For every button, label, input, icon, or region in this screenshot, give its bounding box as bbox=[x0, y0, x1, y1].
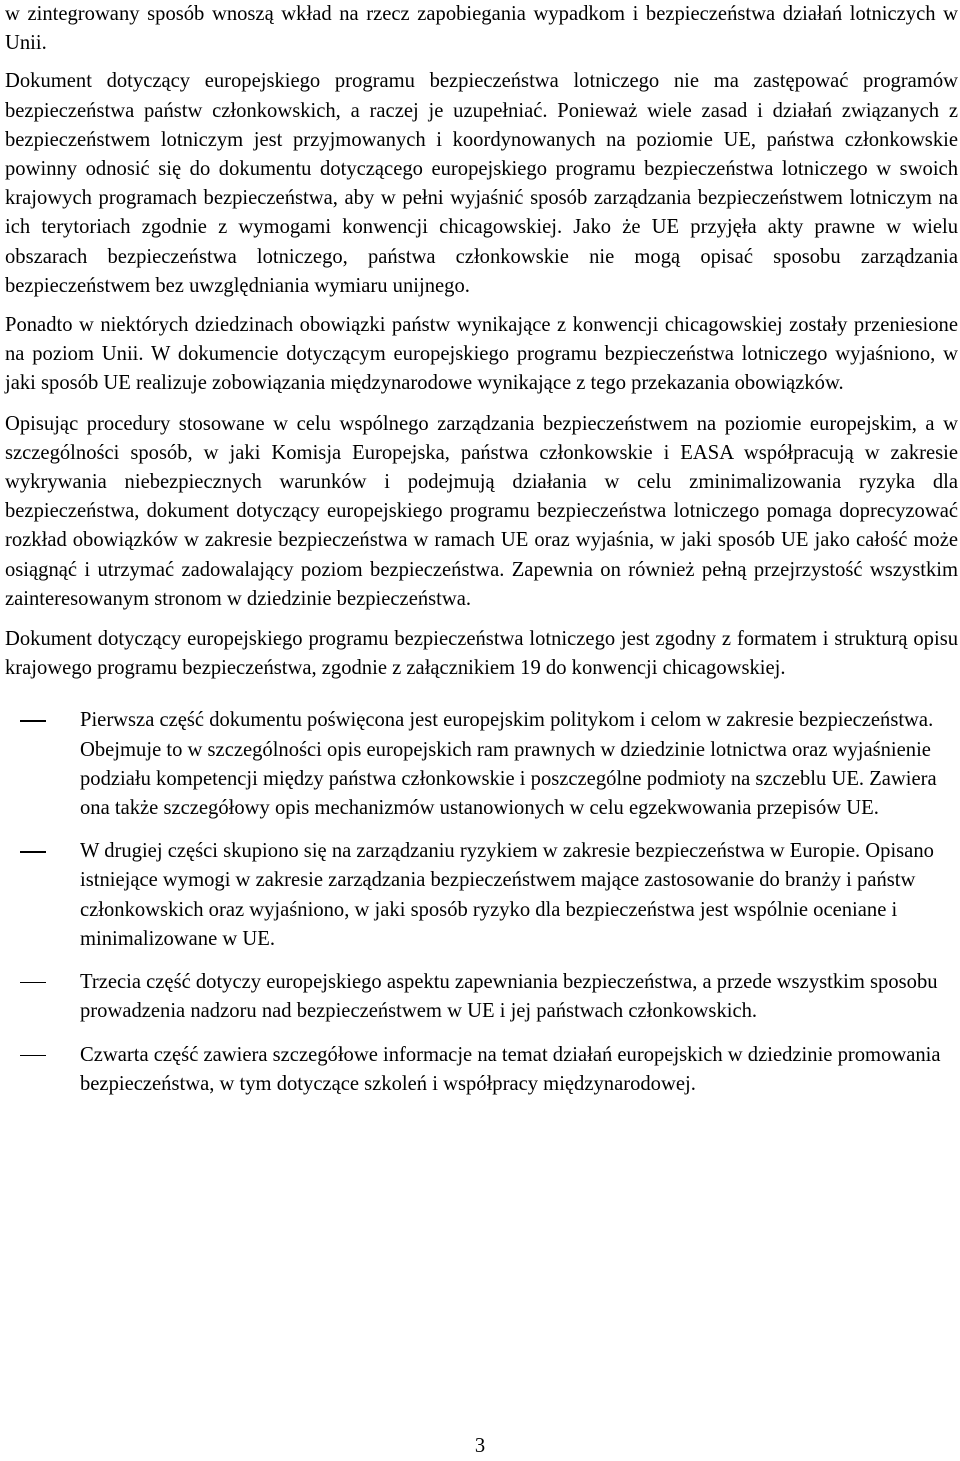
list-item bbox=[5, 1041, 958, 1099]
list-item bbox=[5, 706, 958, 823]
dash-bullet-icon bbox=[20, 720, 46, 721]
list-item-text: W drugiej części skupiono się na zarządzaniu ryzykiem w zakresie bezpieczeństwa w Europie. Opisano istniejące wymogi w zakresie zarządzania bezpieczeństwem mające zastosowanie do branży i państw członkowskich oraz wyjaśniono, w jaki sposób ryzyko dla bezpieczeństwa jest wspólnie oceniane i minimalizowane w UE. bbox=[80, 840, 934, 950]
paragraph: Ponadto w niektórych dziedzinach obowiązki państw wynikające z konwencji chicagowskiej zostały przeniesione na poziom Unii. W dokumencie dotyczącym europejskiego programu bezpieczeństwa lotniczego wyjaśniono, w jaki sposób UE realizuje zobowiązania międzynarodowe wynikające z tego przekazania obowiązków. bbox=[5, 314, 958, 395]
document-page bbox=[5, 0, 958, 1113]
dash-bullet-icon bbox=[20, 851, 46, 852]
bullet-list bbox=[5, 706, 958, 1098]
list-item-text: Pierwsza część dokumentu poświęcona jest europejskim politykom i celom w zakresie bezpieczeństwa. Obejmuje to w szczególności opis europejskich ram prawnych w dziedzinie lotnictwa oraz wyjaśnienie podziału kompetencji między państwa członkowskie i poszczególne podmioty na szczeblu UE. Zawiera ona także szczegółowy opis mechanizmów ustanowionych w celu egzekwowania przepisów UE. bbox=[80, 709, 937, 820]
list-item-text: Czwarta część zawiera szczegółowe informacje na temat działań europejskich w dziedzinie promowania bezpieczeństwa, w tym dotyczące szkoleń i współpracy międzynarodowej. bbox=[80, 1043, 941, 1095]
list-item-text: Trzecia część dotyczy europejskiego aspektu zapewniania bezpieczeństwa, a przede wszystkim sposobu prowadzenia nadzoru nad bezpieczeństwem w UE i jej państwach członkowskich. bbox=[80, 971, 938, 1023]
list-item bbox=[5, 968, 958, 1026]
paragraph: Opisując procedury stosowane w celu wspólnego zarządzania bezpieczeństwem na poziomie europejskim, a w szczególności sposób, w jaki Komisja Europejska, państwa członkowskie i EASA współpracują w zakresie wykrywania niebezpiecznych warunków i podejmują działania w celu zminimalizowania ryzyka dla bezpieczeństwa, dokument dotyczący europejskiego programu bezpieczeństwa lotniczego pomaga doprecyzować rozkład obowiązków w zakresie bezpieczeństwa w ramach UE oraz wyjaśnia, w jaki sposób UE jako całość może osiągnąć i utrzymać zadowalający poziom bezpieczeństwa. Zapewnia on również pełną przejrzystość wszystkim zainteresowanym stronom w dziedzinie bezpieczeństwa. bbox=[5, 412, 958, 610]
paragraph: w zintegrowany sposób wnoszą wkład na rzecz zapobiegania wypadkom i bezpieczeństwa działań lotniczych w Unii. bbox=[5, 3, 958, 55]
paragraph: Dokument dotyczący europejskiego programu bezpieczeństwa lotniczego nie ma zastępować programów bezpieczeństwa państw członkowskich, a raczej je uzupełniać. Ponieważ wiele zasad i działań związanych z bezpieczeństwem lotniczym jest przyjmowanych i koordynowanych na poziomie UE, państwa członkowskie powinny odnosić się do dokumentu dotyczącego europejskiego programu bezpieczeństwa lotniczego w swoich krajowych programach bezpieczeństwa, aby w pełni wyjaśnić sposób zarządzania bezpieczeństwem lotniczym na ich terytoriach zgodnie z wymogami konwencji chicagowskiej. Jako że UE przyjęła akty prawne w wielu obszarach bezpieczeństwa lotniczego, państwa członkowskie nie mogą opisać sposobu zarządzania bezpieczeństwem bez uwzględniania wymiaru unijnego. bbox=[5, 70, 958, 297]
dash-bullet-icon bbox=[20, 982, 46, 983]
paragraph: Dokument dotyczący europejskiego programu bezpieczeństwa lotniczego jest zgodny z formatem i strukturą opisu krajowego programu bezpieczeństwa, zgodnie z załącznikiem 19 do konwencji chicagowskiej. bbox=[5, 628, 958, 680]
page-number: 3 bbox=[474, 1435, 486, 1457]
dash-bullet-icon bbox=[20, 1055, 46, 1056]
list-item bbox=[5, 837, 958, 954]
